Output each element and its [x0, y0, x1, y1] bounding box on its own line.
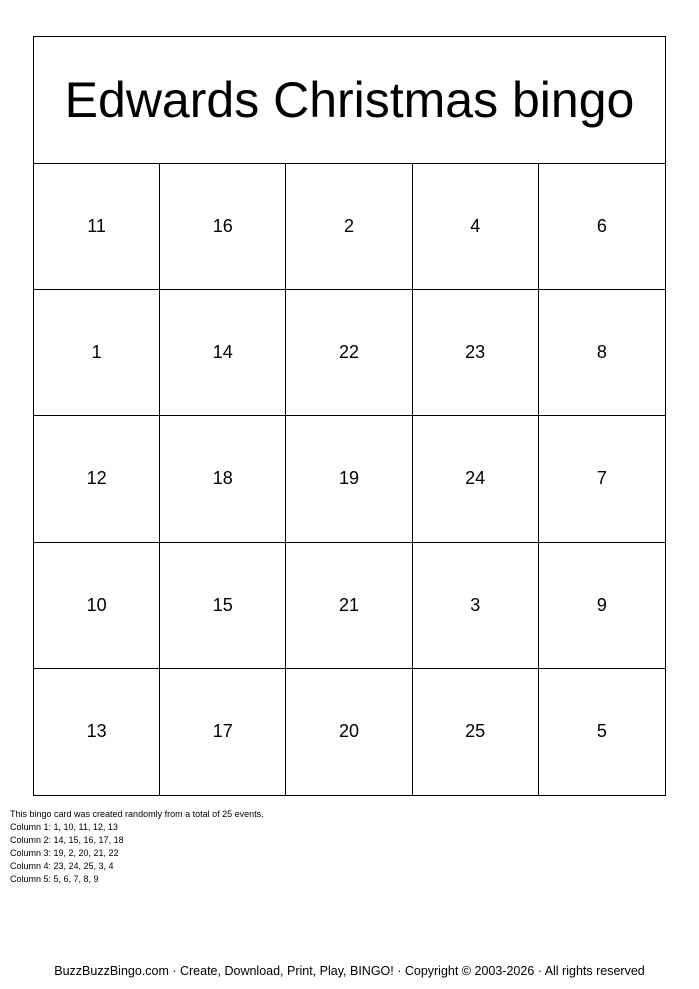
bingo-cell: 18: [160, 416, 286, 542]
column-list-item: Column 1: 1, 10, 11, 12, 13: [10, 822, 118, 832]
bingo-cell: 14: [160, 290, 286, 416]
bingo-cell: 10: [34, 543, 160, 669]
card-title: Edwards Christmas bingo: [64, 72, 635, 128]
bingo-grid: [34, 164, 665, 795]
bingo-cell: 23: [413, 290, 539, 416]
bingo-cell: 21: [286, 543, 412, 669]
column-list-item: Column 3: 19, 2, 20, 21, 22: [10, 848, 119, 858]
bingo-cell: 4: [413, 164, 539, 290]
column-list-item: Column 2: 14, 15, 16, 17, 18: [10, 835, 124, 845]
bingo-cell: 7: [539, 416, 665, 542]
bingo-cell: 20: [286, 669, 412, 795]
bingo-cell: 19: [286, 416, 412, 542]
footer-text: BuzzBuzzBingo.com · Create, Download, Print, Play, BINGO! · Copyright © 2003-2026 · All rights reserved: [54, 964, 645, 978]
bingo-cell: 13: [34, 669, 160, 795]
bingo-cell: 11: [34, 164, 160, 290]
bingo-cell: 2: [286, 164, 412, 290]
notes-intro: This bingo card was created randomly from a total of 25 events.: [10, 809, 264, 819]
bingo-cell: 5: [596, 721, 607, 742]
bingo-cell: 16: [160, 164, 286, 290]
bingo-cell: 17: [160, 669, 286, 795]
bingo-cell: 24: [413, 416, 539, 542]
bingo-cell: 9: [539, 543, 665, 669]
bingo-cell: 3: [413, 543, 539, 669]
bingo-cell: 1: [34, 290, 160, 416]
title-box: [34, 37, 665, 164]
bingo-cell: 8: [539, 290, 665, 416]
column-list-item: Column 4: 23, 24, 25, 3, 4: [10, 861, 114, 871]
bingo-cell: 12: [34, 416, 160, 542]
bingo-cell: 15: [160, 543, 286, 669]
bingo-cell: 25: [413, 669, 539, 795]
bingo-card: [33, 36, 666, 796]
bingo-cell: 22: [286, 290, 412, 416]
bingo-cell: 6: [539, 164, 665, 290]
card-notes: [10, 808, 264, 886]
column-list-item: Column 5: 5, 6, 7, 8, 9: [10, 874, 99, 884]
